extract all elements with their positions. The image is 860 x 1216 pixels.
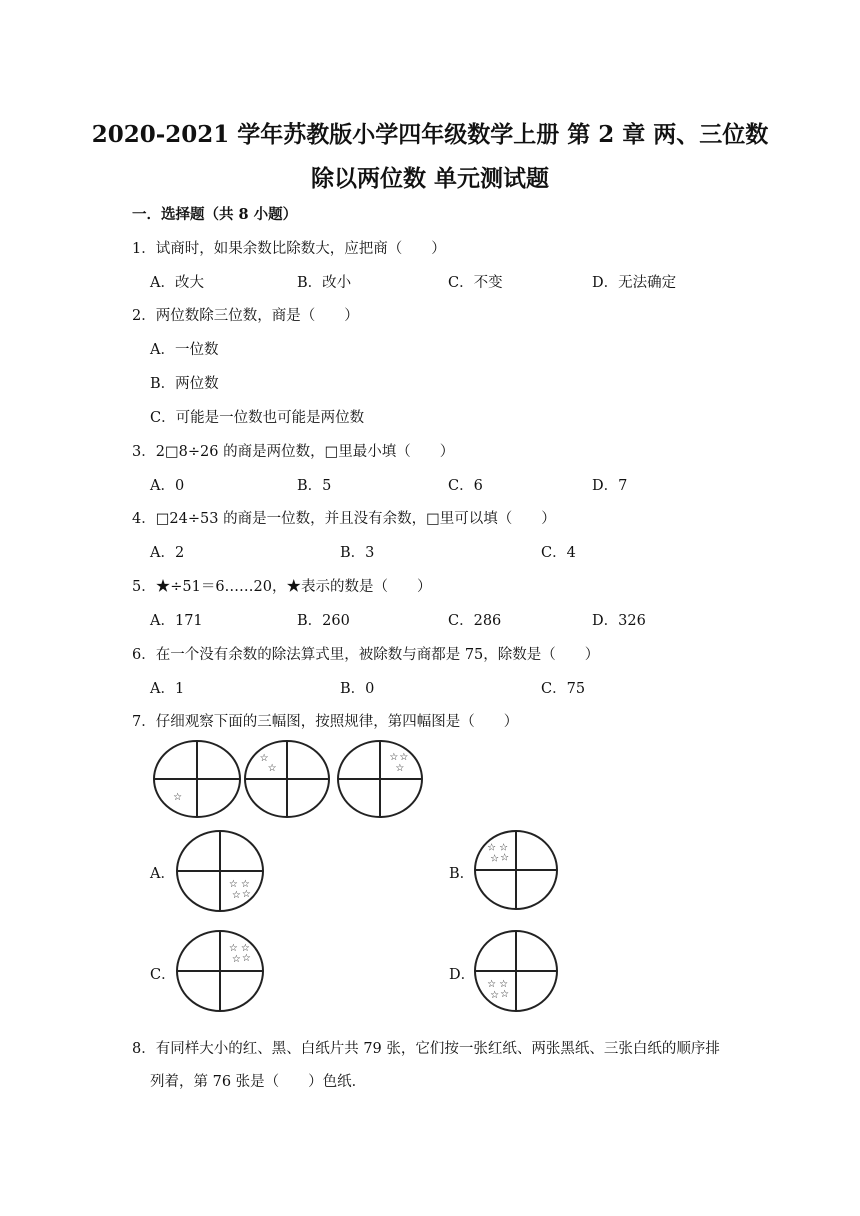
star-icon: ☆	[487, 979, 497, 990]
q2-option-a[interactable]: A．一位数	[150, 342, 219, 358]
q4-option-c[interactable]: C．4	[541, 545, 576, 561]
q3-option-b[interactable]: B．5	[297, 478, 332, 494]
question-4-stem: 4．□24÷53 的商是一位数，并且没有余数，□里可以填（ ）	[132, 511, 556, 527]
q7-option-a-label[interactable]: A．	[150, 866, 175, 882]
circle-diagram	[245, 741, 329, 817]
q7-option-b-label[interactable]: B．	[449, 866, 475, 882]
q1-option-c[interactable]: C．不变	[448, 275, 503, 291]
q6-option-b[interactable]: B．0	[340, 681, 375, 697]
q5-option-b[interactable]: B．260	[297, 613, 350, 629]
q2-option-c[interactable]: C．可能是一位数也可能是两位数	[150, 410, 365, 426]
q5-option-a[interactable]: A．171	[150, 613, 203, 629]
q3-option-d[interactable]: D．7	[592, 478, 628, 494]
star-icon: ☆	[267, 762, 277, 774]
star-icon: ☆	[240, 879, 250, 890]
question-1-stem: 1．试商时，如果余数比除数大，应把商（ ）	[132, 241, 446, 257]
sequence-figure-2	[243, 739, 331, 819]
star-icon: ☆	[240, 943, 250, 954]
page-title-line-2: 除以两位数 单元测试题	[310, 165, 549, 192]
page-title-line-1: 2020-2021 学年苏教版小学四年级数学上册 第 2 章 两、三位数	[91, 121, 769, 148]
q4-option-b[interactable]: B．3	[340, 545, 375, 561]
question-8-stem-continued: 列着，第 76 张是（ ）色纸．	[150, 1074, 367, 1090]
star-icon: ☆	[228, 879, 238, 890]
star-icon: ☆	[500, 852, 510, 864]
question-7-stem: 7．仔细观察下面的三幅图，按照规律，第四幅图是（ ）	[132, 714, 519, 730]
star-icon: ☆	[395, 762, 405, 774]
star-icon: ☆	[499, 842, 509, 854]
question-6-stem: 6．在一个没有余数的除法算式里，被除数与商都是 75，除数是（ ）	[132, 647, 600, 663]
q1-option-a[interactable]: A．改大	[150, 275, 204, 291]
q3-option-a[interactable]: A．0	[150, 478, 185, 494]
q7-option-c-figure[interactable]	[175, 929, 265, 1013]
circle-diagram	[338, 741, 422, 817]
sequence-figure-1	[152, 739, 242, 819]
q5-option-d[interactable]: D．326	[592, 613, 646, 629]
q6-option-a[interactable]: A．1	[150, 681, 185, 697]
circle-diagram	[177, 831, 263, 911]
q7-option-c-label[interactable]: C．	[150, 967, 176, 983]
star-icon: ☆	[490, 853, 500, 865]
star-icon: ☆	[389, 751, 399, 763]
star-icon: ☆	[231, 954, 241, 965]
q7-option-a-figure[interactable]	[175, 829, 265, 913]
section-heading: 一．选择题（共 8 小题）	[132, 206, 298, 223]
star-icon: ☆	[173, 792, 183, 804]
star-icon: ☆	[500, 989, 510, 1000]
star-icon: ☆	[490, 990, 500, 1001]
q6-option-c[interactable]: C．75	[541, 681, 586, 697]
star-icon: ☆	[231, 890, 241, 901]
question-5-stem: 5．★÷51＝6……20，★表示的数是（ ）	[132, 579, 432, 595]
question-8-stem: 8．有同样大小的红、黑、白纸片共 79 张，它们按一张红纸、两张黑纸、三张白纸的顺序排	[132, 1041, 720, 1057]
question-2-stem: 2．两位数除三位数，商是（ ）	[132, 308, 359, 324]
star-icon: ☆	[241, 889, 251, 900]
q3-option-c[interactable]: C．6	[448, 478, 483, 494]
q7-option-b-figure[interactable]	[473, 829, 559, 911]
q1-option-d[interactable]: D．无法确定	[592, 275, 677, 291]
question-3-stem: 3．2□8÷26 的商是两位数，□里最小填（ ）	[132, 444, 455, 460]
q1-option-b[interactable]: B．改小	[297, 275, 352, 291]
q7-option-d-label[interactable]: D．	[449, 967, 476, 983]
star-icon: ☆	[241, 953, 251, 964]
circle-diagram	[154, 741, 240, 817]
q4-option-a[interactable]: A．2	[150, 545, 185, 561]
q5-option-c[interactable]: C．286	[448, 613, 502, 629]
circle-diagram	[177, 931, 263, 1011]
star-icon: ☆	[228, 943, 238, 954]
star-icon: ☆	[499, 979, 509, 990]
star-icon: ☆	[259, 752, 269, 764]
sequence-figure-3	[336, 739, 424, 819]
star-icon: ☆	[487, 842, 497, 854]
circle-diagram	[475, 931, 557, 1011]
circle-diagram	[475, 831, 557, 909]
star-icon: ☆	[399, 751, 409, 763]
q2-option-b[interactable]: B．两位数	[150, 376, 219, 392]
q7-option-d-figure[interactable]	[473, 929, 559, 1013]
